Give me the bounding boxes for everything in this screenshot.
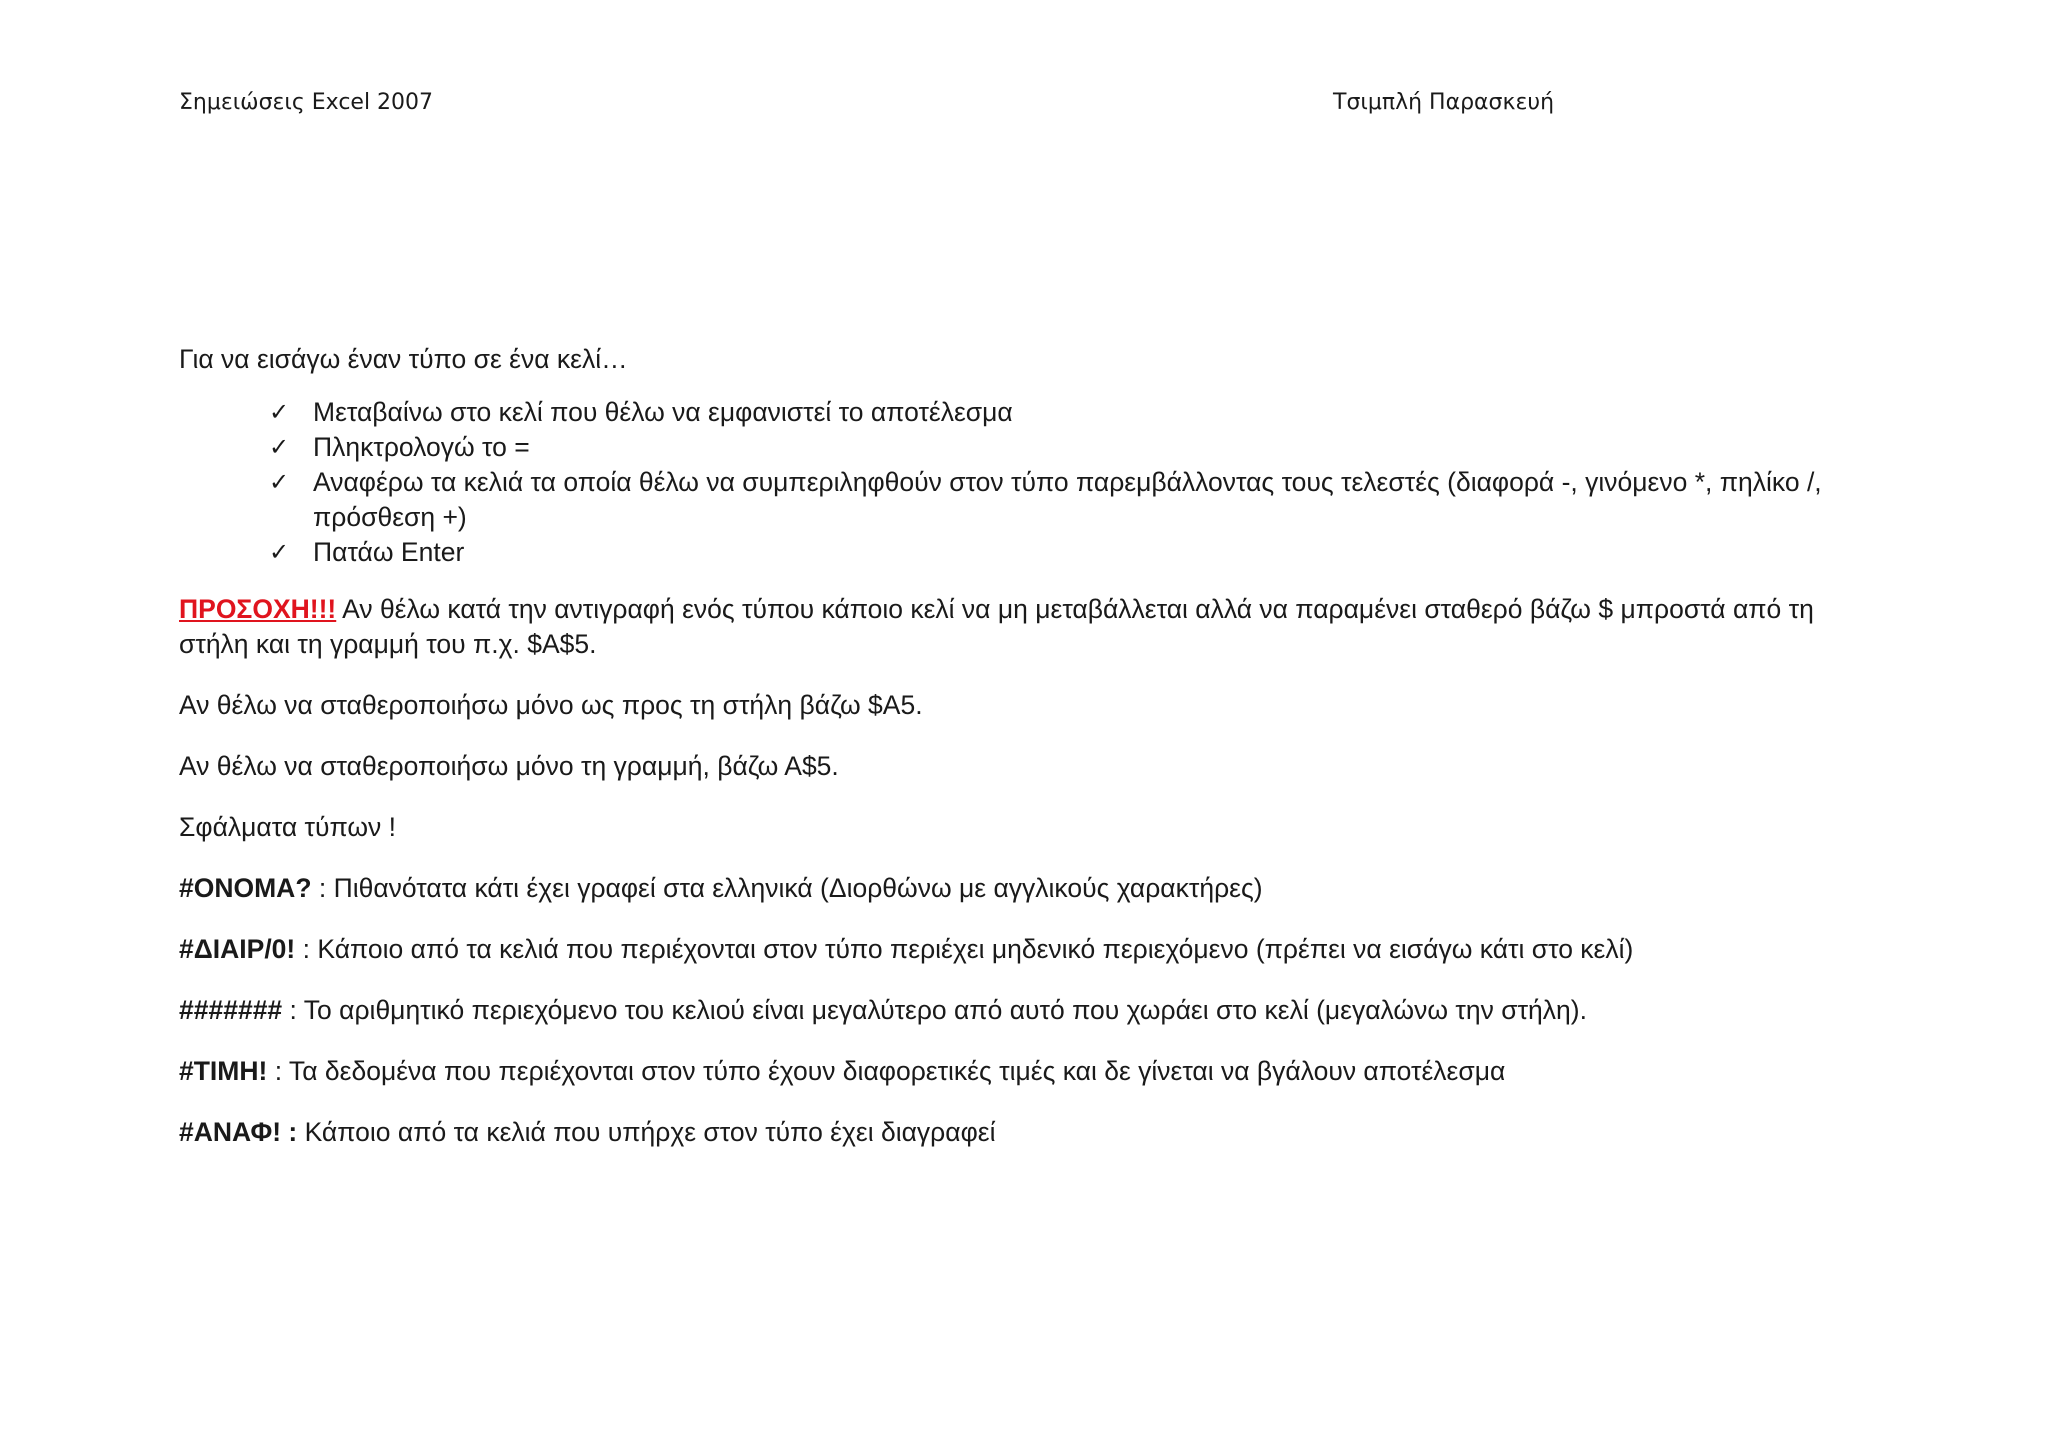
checkmark-icon: ✓ <box>269 433 290 461</box>
error-code: #ΟΝΟΜΑ? <box>179 873 312 903</box>
list-item <box>179 430 1869 465</box>
document-body <box>179 342 1869 1176</box>
error-code: #ΤΙΜΗ! <box>179 1056 268 1086</box>
checkmark-icon: ✓ <box>269 538 290 566</box>
error-item <box>179 993 1869 1028</box>
error-code: #ΑΝΑΦ! : <box>179 1117 298 1147</box>
header-author: Τσιμπλή Παρασκευή <box>1333 90 1555 115</box>
row-lock-paragraph: Αν θέλω να σταθεροποιήσω μόνο τη γραμμή, βάζω Α$5. <box>179 751 839 781</box>
error-item <box>179 1054 1869 1089</box>
steps-list <box>179 395 1869 570</box>
error-code: ####### <box>179 995 283 1025</box>
error-description: Κάποιο από τα κελιά που υπήρχε στον τύπο έχει διαγραφεί <box>297 1117 996 1147</box>
list-item <box>179 535 1869 570</box>
column-lock-paragraph: Αν θέλω να σταθεροποιήσω μόνο ως προς τη στήλη βάζω $Α5. <box>179 690 923 720</box>
error-item <box>179 1115 1869 1150</box>
list-item <box>179 395 1869 430</box>
intro-paragraph: Για να εισάγω έναν τύπο σε ένα κελί… <box>179 344 628 374</box>
error-item <box>179 871 1869 906</box>
list-item <box>179 465 1869 535</box>
errors-title: Σφάλματα τύπων ! <box>179 812 397 842</box>
header-title: Σημειώσεις Excel 2007 <box>179 90 434 115</box>
warning-label: ΠΡΟΣΟΧΗ!!! <box>179 594 337 624</box>
error-description: : Κάποιο από τα κελιά που περιέχονται στον τύπο περιέχει μηδενικό περιεχόμενο (πρέπει να εισάγω κάτι στο κελί) <box>295 934 1634 964</box>
error-description: : Το αριθμητικό περιεχόμενο του κελιού είναι μεγαλύτερο από αυτό που χωράει στο κελί (μεγαλώνω την στήλη). <box>282 995 1587 1025</box>
step-text: Μεταβαίνω στο κελί που θέλω να εμφανιστεί το αποτέλεσμα <box>313 397 1013 427</box>
step-text: Πληκτρολογώ το = <box>313 432 530 462</box>
error-description: : Πιθανότατα κάτι έχει γραφεί στα ελληνικά (Διορθώνω με αγγλικούς χαρακτήρες) <box>311 873 1263 903</box>
checkmark-icon: ✓ <box>269 398 290 426</box>
warning-paragraph <box>179 592 1869 662</box>
step-text: Αναφέρω τα κελιά τα οποία θέλω να συμπεριληφθούν στον τύπο παρεμβάλλοντας τους τελεστές (διαφορά -, γινόμενο *, πηλίκο /, πρόσθεση +) <box>313 467 1822 532</box>
error-description: : Τα δεδομένα που περιέχονται στον τύπο έχουν διαφορετικές τιμές και δε γίνεται να βγάλουν αποτέλεσμα <box>267 1056 1506 1086</box>
error-code: #ΔΙΑΙΡ/0! <box>179 934 296 964</box>
error-item <box>179 932 1869 967</box>
step-text: Πατάω Enter <box>313 537 465 567</box>
warning-text: Αν θέλω κατά την αντιγραφή ενός τύπου κάποιο κελί να μη μεταβάλλεται αλλά να παραμένει σταθερό βάζω $ μπροστά από τη στήλη και τη γραμμή του π.χ. $Α$5. <box>179 594 1814 659</box>
checkmark-icon: ✓ <box>269 468 290 496</box>
